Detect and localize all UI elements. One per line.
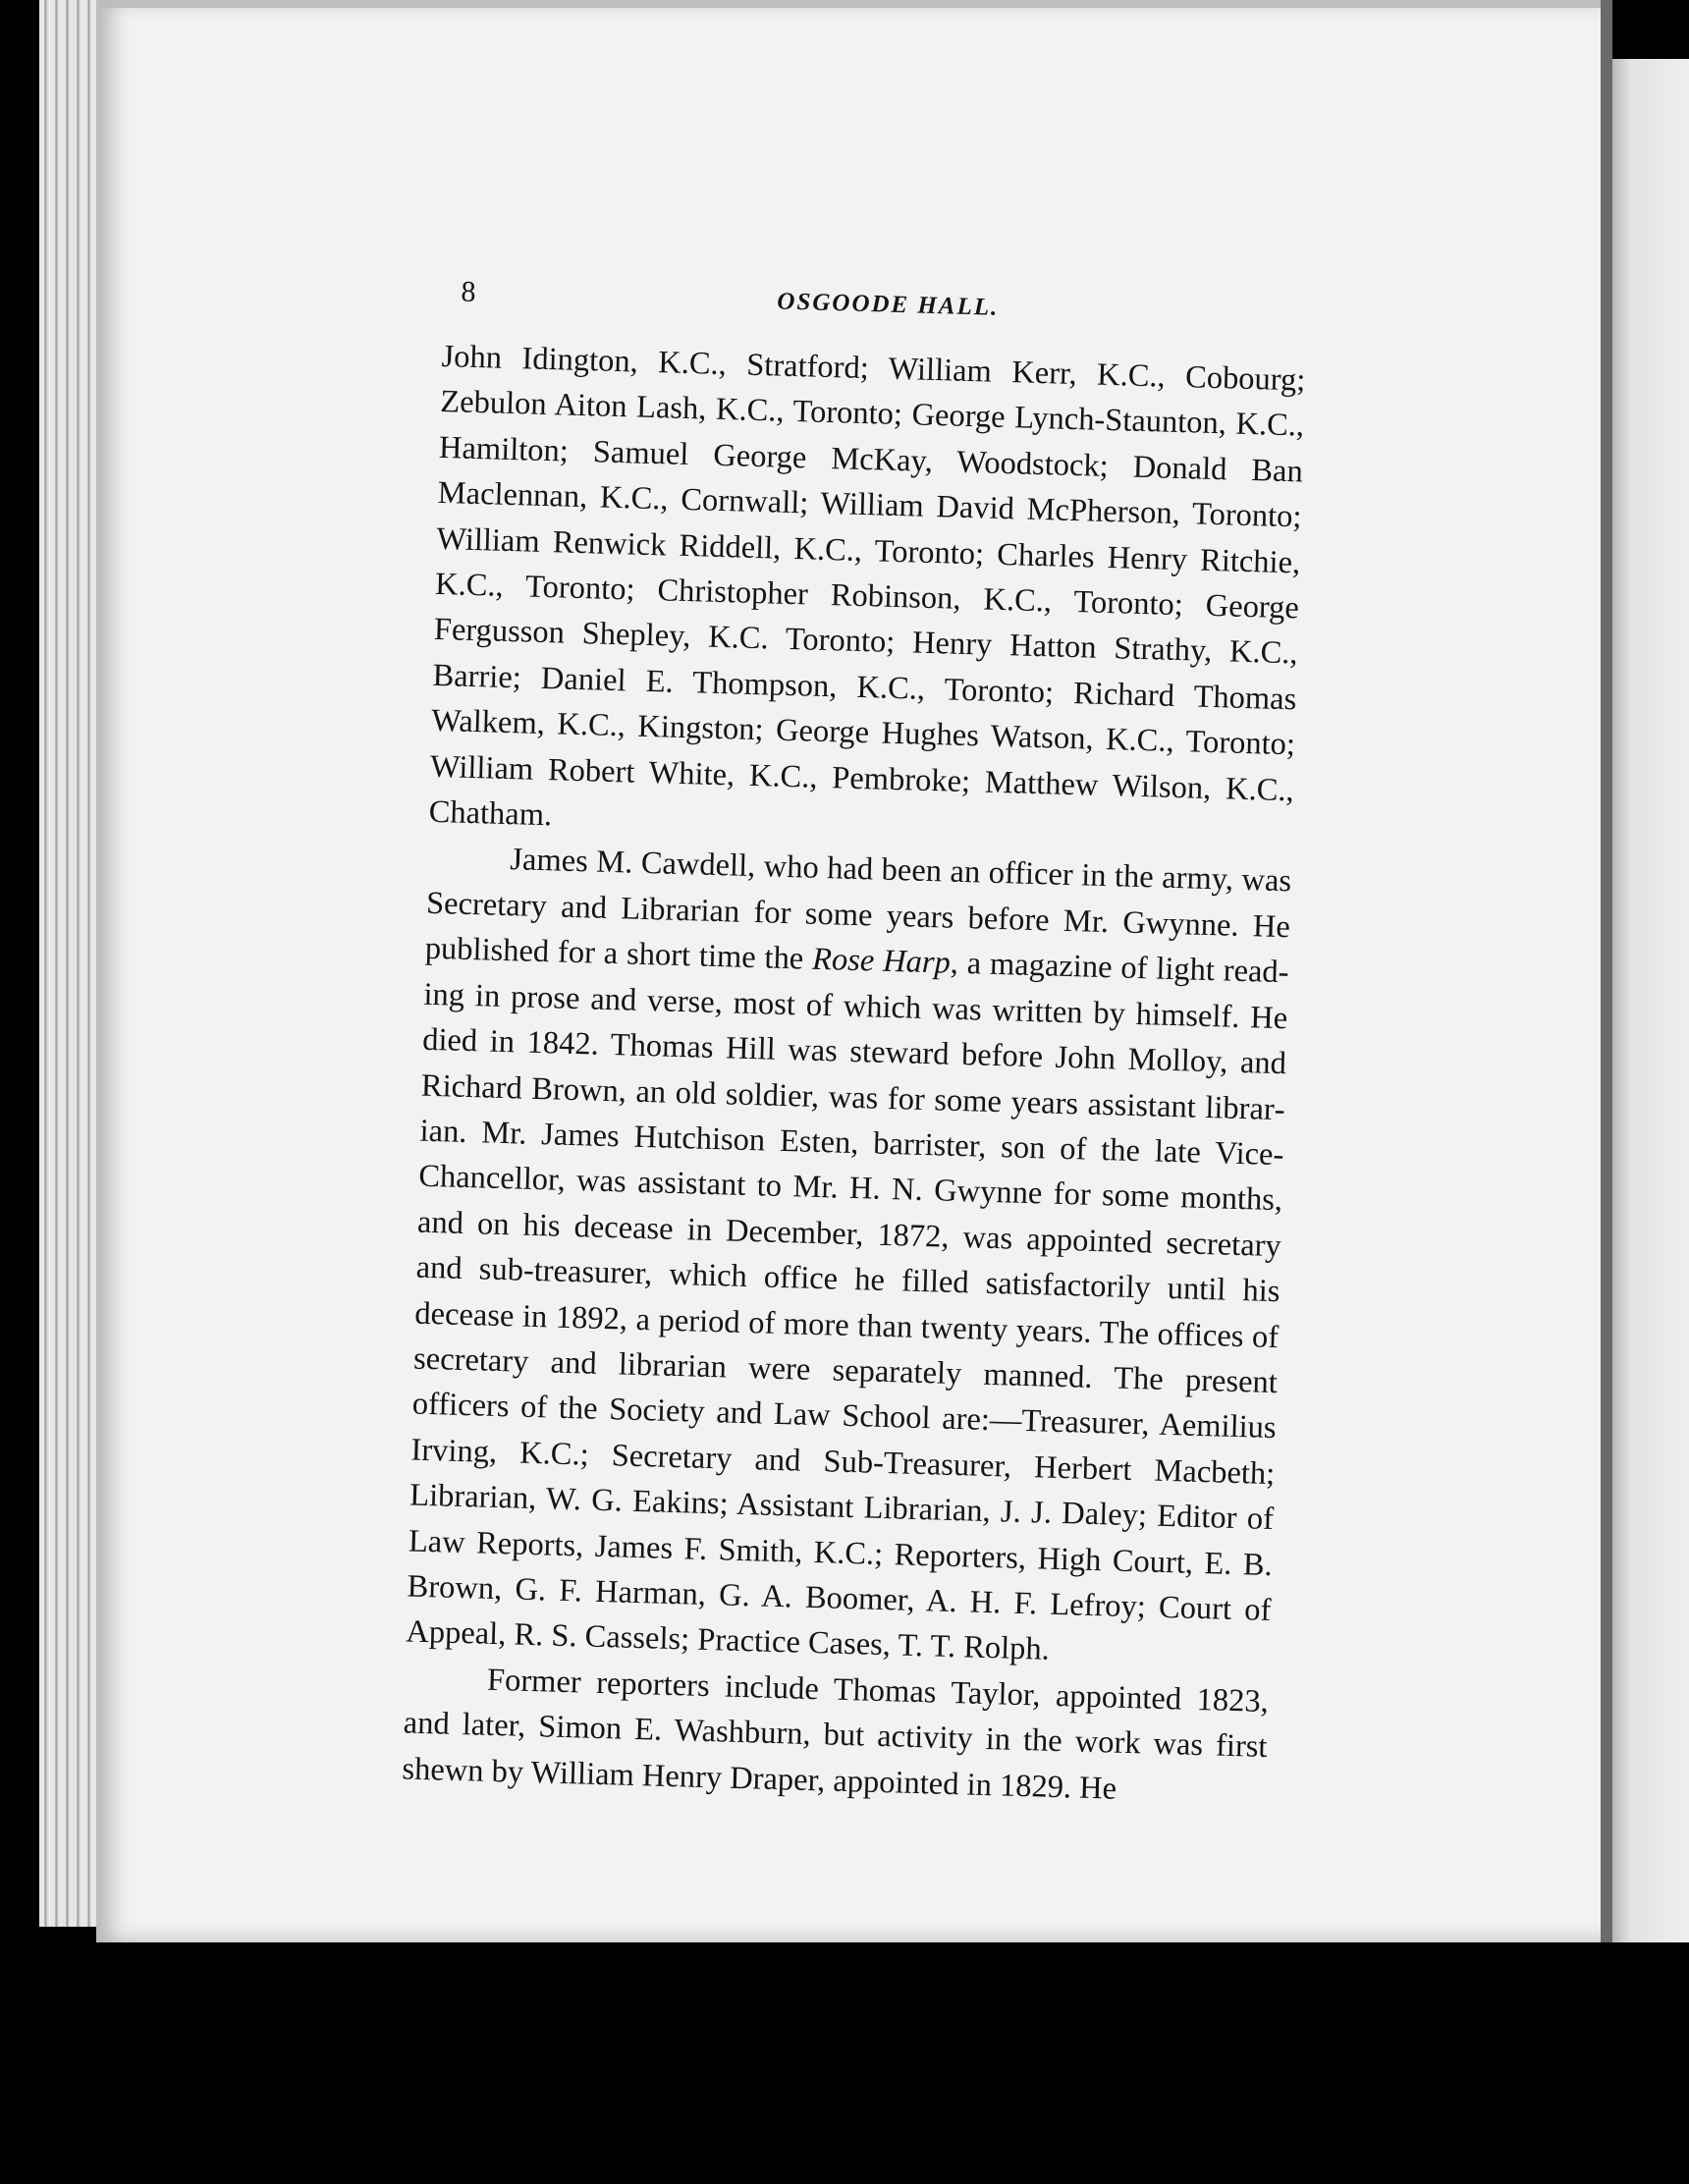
magazine-title: Rose Harp bbox=[811, 942, 952, 981]
paragraph-reporters: Former reporters include Thomas Taylor, appointed 1823, and later, Simon E. Washburn, but activity in the work was first shewn by William Henry Draper, appointed in 1829. He bbox=[402, 1662, 1270, 1807]
page-text-block bbox=[402, 275, 1308, 1816]
next-page-leaf bbox=[1612, 59, 1689, 1942]
paragraph-officers-part-2: , a magazine of light reading in prose and verse, most of which was written by himself. He died in 1842. Thomas Hill was steward before John Molloy, and Richard Brown, an old soldier, was for some years assistant librarian. Mr. James Hutchison Esten, barrister, son of the late Vice-Chancellor, was assistant to Mr. H. N. Gwynne for some months, and on his decease in December, 1872, was appointed secretary and sub-treasurer, which office he filled satisfactorily until his decease in 1892, a period of more than twenty years. The offices of secretary and librarian were separately manned. The present officers of the Society and Law School are:—Treasurer, Aemilius Irving, K.C.; Secretary and Sub-Treasurer, Herbert Macbeth; Librarian, W. G. Eakins; Assistant Librarian, J. J. Daley; Editor of Law Reports, James F. Smith, K.C.; Reporters, High Court, E. B. Brown, G. F. Harman, G. A. Boomer, A. H. F. Lefroy; Court of Appeal, R. S. Cassels; Practice Cases, T. T. Rolph. bbox=[405, 945, 1290, 1668]
paragraph-officers bbox=[406, 835, 1292, 1679]
page-top-edge bbox=[96, 0, 1608, 8]
paragraph-officers-part-1: James M. Cawdell, who had been an officer in the army, was Secretary and Librarian for some years before Mr. Gwynne. He published for a short time the bbox=[424, 842, 1292, 978]
running-head-title: OSGOODE HALL. bbox=[777, 288, 1000, 321]
paragraph-benchers-list: John Idington, K.C., Stratford; William Kerr, K.C., Cobourg; Zebulon Aiton Lash, K.C., Toronto; George Lynch-Staunton, K.C., Hamilton; Samuel George McKay, Woodstock; Donald Ban Maclennan, K.C., Cornwall; William David McPherson, Toronto; William Renwick Riddell, K.C., Toronto; Charles Henry Ritchie, K.C., Toronto; Christopher Robinson, K.C., Toronto; George Fergusson Shepley, K.C. Toronto; Henry Hatton Strathy, K.C., Barrie; Daniel E. Thompson, K.C., Toronto; Richard Thomas Walkem, K.C., Kingston; George Hughes Watson, K.C., Toronto; William Robert White, K.C., Pembroke; Matthew Wilson, K.C., Chatham. bbox=[428, 338, 1306, 834]
page-number: 8 bbox=[461, 275, 476, 308]
page-gutter-shadow bbox=[1601, 0, 1612, 1942]
